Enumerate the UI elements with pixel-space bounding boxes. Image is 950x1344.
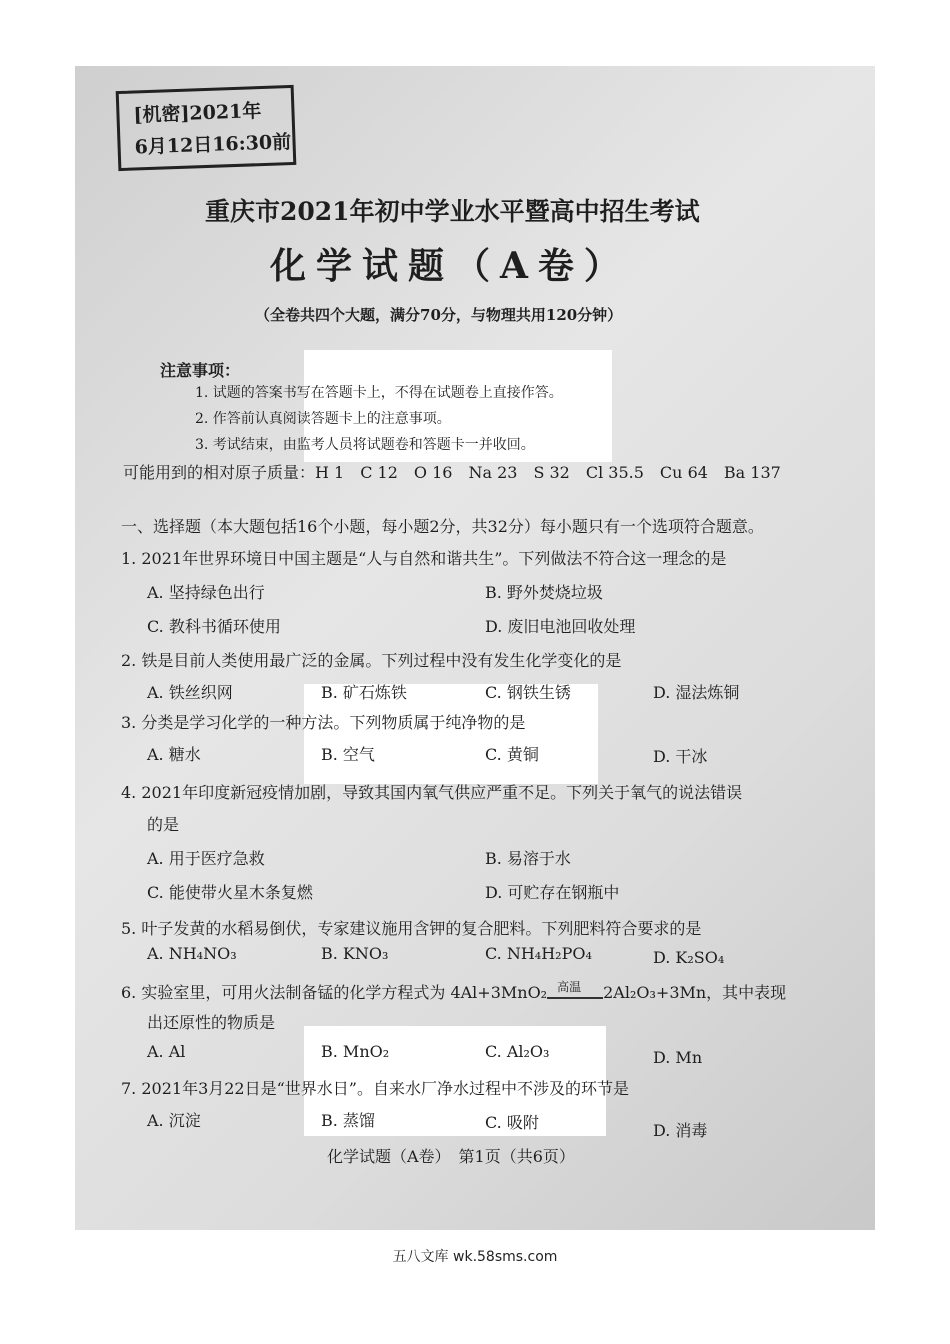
q3-option-c: C. 黄铜 <box>485 745 539 764</box>
q5-option-a: A. NH₄NO₃ <box>147 944 237 963</box>
site-watermark: 五八文库 wk.58sms.com <box>392 1249 558 1265</box>
question-4-stem-cont: 的是 <box>147 815 180 834</box>
stamp-line-2: 6月12日16:30前 <box>134 131 292 159</box>
question-6-stem <box>121 980 786 1004</box>
q2-option-b: B. 矿石炼铁 <box>321 683 407 702</box>
q7-option-b: B. 蒸馏 <box>321 1111 375 1130</box>
q6-option-a: A. Al <box>147 1042 186 1061</box>
q4-option-b: B. 易溶于水 <box>485 849 571 868</box>
q7-option-d: D. 消毒 <box>653 1121 708 1140</box>
notice-item: 3. 考试结束，由监考人员将试题卷和答题卡一并收回。 <box>195 437 535 453</box>
page-footer: 化学试题（A卷） 第1页（共6页） <box>327 1147 575 1166</box>
q2-option-d: D. 湿法炼铜 <box>653 683 740 702</box>
q3-option-b: B. 空气 <box>321 745 375 764</box>
question-5-stem: 5. 叶子发黄的水稻易倒伏，专家建议施用含钾的复合肥料。下列肥料符合要求的是 <box>121 919 702 938</box>
question-7-stem: 7. 2021年3月22日是“世界水日”。自来水厂净水过程中不涉及的环节是 <box>121 1079 629 1098</box>
notice-item: 1. 试题的答案书写在答题卡上，不得在试题卷上直接作答。 <box>195 385 563 401</box>
question-3-stem: 3. 分类是学习化学的一种方法。下列物质属于纯净物的是 <box>121 713 526 732</box>
q4-option-c: C. 能使带火星木条复燃 <box>147 883 313 902</box>
q7-option-c: C. 吸附 <box>485 1113 539 1132</box>
q2-option-c: C. 钢铁生锈 <box>485 683 571 702</box>
q3-option-a: A. 糖水 <box>147 745 201 764</box>
reaction-condition-arrow <box>547 979 603 1004</box>
notice-item: 2. 作答前认真阅读答题卡上的注意事项。 <box>195 411 451 427</box>
q6-option-c: C. Al₂O₃ <box>485 1042 550 1061</box>
question-2-stem: 2. 铁是目前人类使用最广泛的金属。下列过程中没有发生化学变化的是 <box>121 651 622 670</box>
q4-option-d: D. 可贮存在钢瓶中 <box>485 883 620 902</box>
q1-option-a: A. 坚持绿色出行 <box>147 583 265 602</box>
notice-heading: 注意事项： <box>160 361 241 380</box>
q1-option-b: B. 野外焚烧垃圾 <box>485 583 603 602</box>
atomic-masses: 可能用到的相对原子质量：H 1 C 12 O 16 Na 23 S 32 Cl 35.5 Cu 64 Ba 137 <box>123 463 781 482</box>
q6-option-d: D. Mn <box>653 1048 703 1067</box>
q5-option-d: D. K₂SO₄ <box>653 948 725 967</box>
question-1-stem: 1. 2021年世界环境日中国主题是“人与自然和谐共生”。下列做法不符合这一理念的是 <box>121 549 727 568</box>
q6-stem-part-1: 6. 实验室里，可用火法制备锰的化学方程式为 4Al+3MnO₂ <box>121 983 548 1002</box>
q6-stem-part-2: 2Al₂O₃+3Mn，其中表现 <box>603 983 787 1002</box>
q7-option-a: A. 沉淀 <box>147 1111 201 1130</box>
q6-option-b: B. MnO₂ <box>321 1042 390 1061</box>
q2-option-a: A. 铁丝织网 <box>147 683 233 702</box>
question-6-stem-cont: 出还原性的物质是 <box>147 1013 276 1032</box>
q1-option-c: C. 教科书循环使用 <box>147 617 281 636</box>
q3-option-d: D. 干冰 <box>653 747 708 766</box>
exam-info: （全卷共四个大题，满分70分，与物理共用120分钟） <box>255 306 623 324</box>
q4-option-a: A. 用于医疗急救 <box>147 849 265 868</box>
exam-title: 重庆市2021年初中学业水平暨高中招生考试 <box>205 197 700 226</box>
question-4-stem: 4. 2021年印度新冠疫情加剧，导致其国内氧气供应严重不足。下列关于氧气的说法错误 <box>121 783 743 802</box>
q5-option-b: B. KNO₃ <box>321 944 389 963</box>
confidential-stamp <box>116 85 297 171</box>
q5-option-c: C. NH₄H₂PO₄ <box>485 944 592 963</box>
q1-option-d: D. 废旧电池回收处理 <box>485 617 636 636</box>
reaction-condition: 高温 <box>557 979 582 994</box>
exam-page <box>75 66 875 1230</box>
exam-subtitle: 化学试题（A卷） <box>270 245 630 287</box>
stamp-line-1: [机密]2021年 <box>133 100 262 127</box>
section-heading: 一、选择题（本大题包括16个小题，每小题2分，共32分）每小题只有一个选项符合题意。 <box>121 517 764 536</box>
